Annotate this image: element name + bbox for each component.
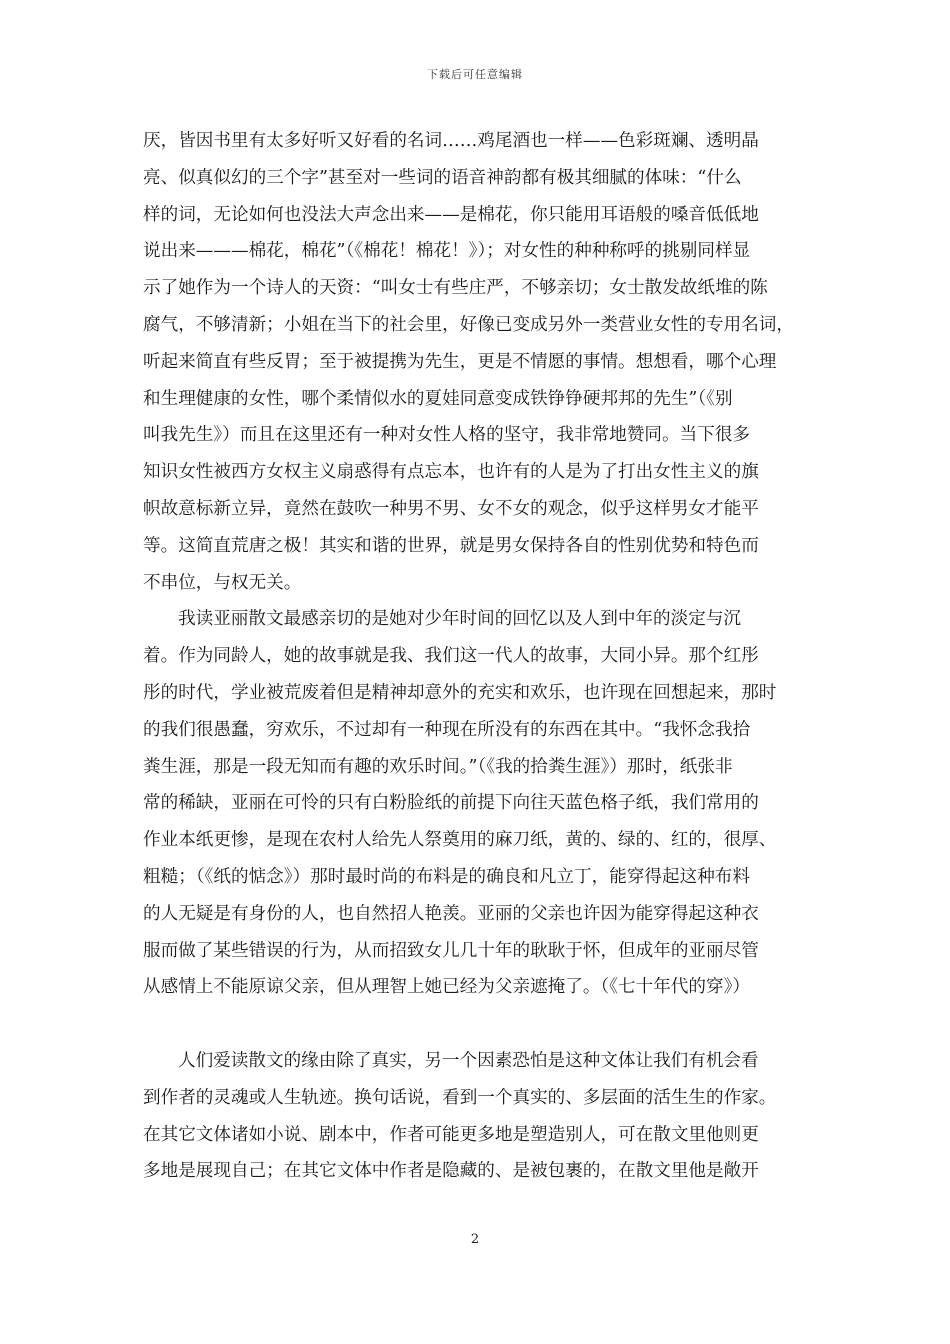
- paragraph-2: [143, 601, 807, 1006]
- text-line: 不串位，与权无关。: [143, 572, 302, 593]
- text-line: 作业本纸更惨，是现在农村人给先人祭奠用的麻刀纸，黄的、绿的、红的，很厚、: [143, 830, 777, 851]
- text-line: 亮、似真似幻的三个字”甚至对一些词的语音神韵都有极其细腻的体味：“什么: [143, 167, 742, 188]
- text-line: 服而做了某些错误的行为，从而招致女儿几十年的耿耿于怀，但成年的亚丽尽管: [143, 940, 759, 961]
- page-header: 下载后可任意编辑: [427, 68, 523, 81]
- text-line: 我读亚丽散文最感亲切的是她对少年时间的回忆以及人到中年的淡定与沉: [178, 609, 742, 630]
- paragraph-3: [143, 1043, 807, 1190]
- text-line: 叫我先生》）而且在这里还有一种对女性人格的坚守，我非常地赞同。当下很多: [143, 425, 750, 446]
- text-line: 样的词，无论如何也没法大声念出来——是棉花，你只能用耳语般的嗓音低低地: [143, 204, 759, 225]
- text-line: 和生理健康的女性，哪个柔情似水的夏娃同意变成铁铮铮硬邦邦的先生”（《别: [143, 388, 733, 409]
- paragraph-1: [143, 123, 807, 601]
- text-line: 人们爱读散文的缘由除了真实，另一个因素恐怕是这种文体让我们有机会看: [178, 1050, 759, 1071]
- text-line: 知识女性被西方女权主义扇惑得有点忘本，也许有的人是为了打出女性主义的旗: [143, 462, 759, 483]
- document-body: [143, 123, 807, 1190]
- text-line: 从感情上不能原谅父亲，但从理智上她已经为父亲遮掩了。（《七十年代的穿》）: [143, 977, 750, 998]
- text-line: 的人无疑是有身份的人，也自然招人艳羡。亚丽的父亲也许因为能穿得起这种衣: [143, 903, 759, 924]
- text-line: 彤的时代，学业被荒废着但是精神却意外的充实和欢乐，也许现在回想起来，那时: [143, 682, 777, 703]
- text-line: 着。作为同龄人，她的故事就是我、我们这一代人的故事，大同小异。那个红彤: [143, 646, 759, 667]
- text-line: 粗糙；（《纸的惦念》）那时最时尚的布料是的确良和凡立丁，能穿得起这种布料: [143, 866, 750, 887]
- text-line: 的我们很愚蠢，穷欢乐，不过却有一种现在所没有的东西在其中。“我怀念我拾: [143, 719, 751, 740]
- text-line: 到作者的灵魂或人生轨迹。换句话说，看到一个真实的、多层面的活生生的作家。: [143, 1087, 777, 1108]
- text-line: 听起来简直有些反胃；至于被提携为先生，更是不情愿的事情。想想看，哪个心理: [143, 351, 777, 372]
- page-number: 2: [470, 1232, 480, 1247]
- paragraph-spacer: [143, 1006, 807, 1043]
- text-line: 等。这简直荒唐之极！其实和谐的世界，就是男女保持各自的性别优势和特色而: [143, 535, 759, 556]
- text-line: 厌，皆因书里有太多好听又好看的名词……鸡尾酒也一样——色彩斑斓、透明晶: [143, 131, 759, 151]
- text-line: 说出来———棉花，棉花”（《棉花！棉花！》）；对女性的种种称呼的挑剔同样显: [143, 241, 751, 262]
- text-line: 常的稀缺，亚丽在可怜的只有白粉脸纸的前提下向往天蓝色格子纸，我们常用的: [143, 793, 759, 814]
- text-line: 多地是展现自己；在其它文体中作者是隐藏的、是被包裹的，在散文里他是敞开: [143, 1161, 759, 1182]
- text-line: 粪生涯，那是一段无知而有趣的欢乐时间。”（《我的拾粪生涯》）那时，纸张非: [143, 756, 733, 777]
- text-line: 帜故意标新立异，竟然在鼓吹一种男不男、女不女的观念，似乎这样男女才能平: [143, 498, 759, 519]
- text-line: 腐气，不够清新；小姐在当下的社会里，好像已变成另外一类营业女性的专用名词，: [143, 314, 794, 335]
- text-line: 在其它文体诸如小说、剧本中，作者可能更多地是塑造别人，可在散文里他则更: [143, 1124, 759, 1145]
- text-line: 示了她作为一个诗人的天资：“叫女士有些庄严，不够亲切；女士散发故纸堆的陈: [143, 278, 768, 299]
